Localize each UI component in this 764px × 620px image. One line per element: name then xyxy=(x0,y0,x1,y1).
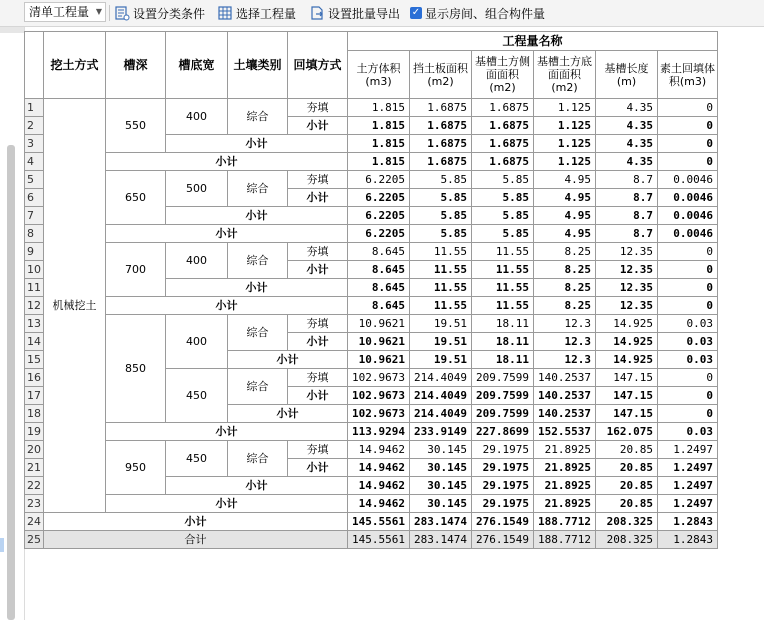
cell-value[interactable]: 0.0046 xyxy=(657,207,717,225)
cell-value[interactable]: 14.9462 xyxy=(348,459,410,477)
cell-value[interactable]: 8.645 xyxy=(348,297,410,315)
cell-value[interactable]: 8.25 xyxy=(533,279,595,297)
row-number: 15 xyxy=(25,351,44,369)
row-number: 18 xyxy=(25,405,44,423)
cell-backfill[interactable]: 夯填 xyxy=(288,171,348,189)
cell-value[interactable]: 0 xyxy=(657,261,717,279)
cell-value[interactable]: 140.2537 xyxy=(533,405,595,423)
cell-value[interactable]: 5.85 xyxy=(410,171,472,189)
row-number: 5 xyxy=(25,171,44,189)
cell-value[interactable]: 21.8925 xyxy=(533,459,595,477)
cell-soil[interactable]: 综合 xyxy=(228,369,288,405)
cell-value[interactable]: 12.35 xyxy=(595,261,657,279)
cell-value[interactable]: 1.125 xyxy=(533,135,595,153)
row-number: 8 xyxy=(25,225,44,243)
cell-value[interactable]: 14.9462 xyxy=(348,495,410,513)
cell-value[interactable]: 30.145 xyxy=(410,477,472,495)
cell-value[interactable]: 1.815 xyxy=(348,153,410,171)
cell-value[interactable]: 20.85 xyxy=(595,477,657,495)
cell-value[interactable]: 29.1975 xyxy=(471,477,533,495)
cell-value[interactable]: 8.7 xyxy=(595,171,657,189)
cell-soil[interactable]: 综合 xyxy=(228,171,288,207)
export-icon xyxy=(309,5,325,21)
row-number: 9 xyxy=(25,243,44,261)
cell-value[interactable]: 0 xyxy=(657,369,717,387)
cell-value[interactable]: 5.85 xyxy=(471,225,533,243)
cell-width[interactable]: 400 xyxy=(166,243,228,279)
cell-value[interactable]: 214.4049 xyxy=(410,387,472,405)
report-grid-container xyxy=(24,31,718,549)
header-excavation: 挖土方式 xyxy=(44,32,106,99)
header-soil-type: 土壤类别 xyxy=(228,32,288,99)
header-plain-backfill: 素土回填体积(m3) xyxy=(657,51,717,99)
cell-value[interactable]: 147.15 xyxy=(595,387,657,405)
cell-value[interactable]: 21.8925 xyxy=(533,477,595,495)
cell-value[interactable]: 1.125 xyxy=(533,153,595,171)
row-number: 1 xyxy=(25,99,44,117)
cell-value[interactable]: 1.6875 xyxy=(410,135,472,153)
left-panel-header xyxy=(0,27,24,33)
cell-value[interactable]: 6.2205 xyxy=(348,225,410,243)
cell-value[interactable]: 214.4049 xyxy=(410,405,472,423)
cell-value[interactable]: 5.85 xyxy=(471,207,533,225)
cell-value[interactable]: 8.25 xyxy=(533,297,595,315)
cell-value[interactable]: 1.6875 xyxy=(410,99,472,117)
cell-value[interactable]: 4.95 xyxy=(533,171,595,189)
cell-depth[interactable]: 850 xyxy=(106,315,166,423)
cell-subtotal-label[interactable]: 小计 xyxy=(288,387,348,405)
row-number: 16 xyxy=(25,369,44,387)
cell-backfill[interactable]: 夯填 xyxy=(288,99,348,117)
grid-select-icon xyxy=(217,5,233,21)
cell-value[interactable]: 1.2497 xyxy=(657,495,717,513)
cell-width[interactable]: 450 xyxy=(166,441,228,477)
cell-value[interactable]: 145.5561 xyxy=(348,513,410,531)
cell-value[interactable]: 14.925 xyxy=(595,333,657,351)
cell-value[interactable]: 0.03 xyxy=(657,423,717,441)
cell-value[interactable]: 5.85 xyxy=(410,207,472,225)
cell-value[interactable]: 6.2205 xyxy=(348,189,410,207)
cell-value[interactable]: 214.4049 xyxy=(410,369,472,387)
cell-subtotal-label[interactable]: 小计 xyxy=(106,297,348,315)
cell-value[interactable]: 18.11 xyxy=(471,351,533,369)
cell-backfill[interactable]: 夯填 xyxy=(288,243,348,261)
cell-value[interactable]: 18.11 xyxy=(471,333,533,351)
cell-value[interactable]: 29.1975 xyxy=(471,495,533,513)
cell-subtotal-label[interactable]: 小计 xyxy=(288,261,348,279)
cell-value[interactable]: 0 xyxy=(657,99,717,117)
cell-value[interactable]: 209.7599 xyxy=(471,405,533,423)
cell-value[interactable]: 8.645 xyxy=(348,261,410,279)
row-number: 3 xyxy=(25,135,44,153)
cell-soil[interactable]: 综合 xyxy=(228,243,288,279)
cell-value[interactable]: 233.9149 xyxy=(410,423,472,441)
cell-depth[interactable]: 550 xyxy=(106,99,166,153)
cell-value[interactable]: 209.7599 xyxy=(471,387,533,405)
cell-value[interactable]: 276.1549 xyxy=(471,513,533,531)
cell-value[interactable]: 1.2843 xyxy=(657,513,717,531)
row-number: 22 xyxy=(25,477,44,495)
cell-value[interactable]: 20.85 xyxy=(595,441,657,459)
cell-value[interactable]: 10.9621 xyxy=(348,351,410,369)
cell-subtotal-label[interactable]: 小计 xyxy=(106,153,348,171)
cell-value[interactable]: 0.0046 xyxy=(657,189,717,207)
toolbar xyxy=(0,0,764,27)
cell-value[interactable]: 1.6875 xyxy=(471,153,533,171)
cell-value[interactable]: 1.815 xyxy=(348,99,410,117)
cell-value[interactable]: 102.9673 xyxy=(348,405,410,423)
cell-value[interactable]: 227.8699 xyxy=(471,423,533,441)
cell-backfill[interactable]: 夯填 xyxy=(288,441,348,459)
cell-value[interactable]: 0 xyxy=(657,387,717,405)
cell-subtotal-label[interactable]: 小计 xyxy=(166,135,348,153)
cell-value[interactable]: 8.7 xyxy=(595,225,657,243)
batch-export-button[interactable] xyxy=(309,4,400,22)
cell-value[interactable]: 1.815 xyxy=(348,117,410,135)
row-number: 20 xyxy=(25,441,44,459)
header-shoring-area: 挡土板面积(m2) xyxy=(410,51,472,99)
row-number: 13 xyxy=(25,315,44,333)
cell-subtotal-label[interactable]: 小计 xyxy=(106,495,348,513)
cell-width[interactable]: 500 xyxy=(166,171,228,207)
row-number: 21 xyxy=(25,459,44,477)
cell-value[interactable]: 4.95 xyxy=(533,189,595,207)
cell-value[interactable]: 14.925 xyxy=(595,315,657,333)
cell-value[interactable]: 30.145 xyxy=(410,441,472,459)
cell-value[interactable]: 276.1549 xyxy=(471,531,533,549)
cell-subtotal-label[interactable]: 小计 xyxy=(228,351,348,369)
cell-value[interactable]: 14.9462 xyxy=(348,441,410,459)
cell-value[interactable]: 208.325 xyxy=(595,531,657,549)
quantity-report-table xyxy=(24,31,718,549)
quantity-type-dropdown[interactable] xyxy=(24,2,106,22)
row-number: 12 xyxy=(25,297,44,315)
cell-value[interactable]: 8.645 xyxy=(348,279,410,297)
cell-value[interactable]: 4.35 xyxy=(595,99,657,117)
set-category-label: 设置分类条件 xyxy=(133,6,206,21)
cell-value[interactable]: 5.85 xyxy=(410,225,472,243)
cell-value[interactable]: 29.1975 xyxy=(471,441,533,459)
cell-value[interactable]: 19.51 xyxy=(410,315,472,333)
cell-value[interactable]: 0.0046 xyxy=(657,171,717,189)
cell-value[interactable]: 283.1474 xyxy=(410,531,472,549)
cell-value[interactable]: 8.645 xyxy=(348,243,410,261)
cell-value[interactable]: 140.2537 xyxy=(533,387,595,405)
cell-value[interactable]: 162.075 xyxy=(595,423,657,441)
cell-value[interactable]: 6.2205 xyxy=(348,171,410,189)
header-backfill: 回填方式 xyxy=(288,32,348,99)
cell-value[interactable]: 147.15 xyxy=(595,405,657,423)
cell-value[interactable]: 147.15 xyxy=(595,369,657,387)
batch-export-label: 设置批量导出 xyxy=(328,6,401,21)
cell-value[interactable]: 145.5561 xyxy=(348,531,410,549)
header-earth-volume: 土方体积(m3) xyxy=(348,51,410,99)
cell-value[interactable]: 208.325 xyxy=(595,513,657,531)
cell-value[interactable]: 10.9621 xyxy=(348,315,410,333)
cell-value[interactable]: 1.6875 xyxy=(410,153,472,171)
cell-value[interactable]: 8.25 xyxy=(533,261,595,279)
cell-value[interactable]: 0.03 xyxy=(657,333,717,351)
cell-subtotal-label[interactable]: 小计 xyxy=(166,279,348,297)
chevron-down-icon: ▼ xyxy=(95,7,102,16)
cell-value[interactable]: 1.2497 xyxy=(657,441,717,459)
cell-value[interactable]: 1.125 xyxy=(533,99,595,117)
header-trench-side-area: 基槽土方侧面面积(m2) xyxy=(471,51,533,99)
cell-backfill[interactable]: 夯填 xyxy=(288,369,348,387)
cell-value[interactable]: 0 xyxy=(657,135,717,153)
checkbox-checked-icon: ✓ xyxy=(411,7,421,18)
cell-value[interactable]: 0 xyxy=(657,243,717,261)
cell-value[interactable]: 113.9294 xyxy=(348,423,410,441)
cell-value[interactable]: 18.11 xyxy=(471,315,533,333)
cell-value[interactable]: 4.95 xyxy=(533,225,595,243)
cell-subtotal-label[interactable]: 小计 xyxy=(166,477,348,495)
row-number: 6 xyxy=(25,189,44,207)
cell-subtotal-label[interactable]: 小计 xyxy=(228,405,348,423)
cell-value[interactable]: 11.55 xyxy=(410,261,472,279)
cell-value[interactable]: 1.815 xyxy=(348,135,410,153)
cell-value[interactable]: 12.3 xyxy=(533,333,595,351)
cell-soil[interactable]: 综合 xyxy=(228,99,288,135)
cell-subtotal-label[interactable]: 小计 xyxy=(288,117,348,135)
cell-value[interactable]: 1.6875 xyxy=(471,135,533,153)
row-number: 11 xyxy=(25,279,44,297)
cell-value[interactable]: 8.25 xyxy=(533,243,595,261)
cell-soil[interactable]: 综合 xyxy=(228,315,288,351)
cell-width[interactable]: 400 xyxy=(166,315,228,369)
cell-value[interactable]: 188.7712 xyxy=(533,513,595,531)
cell-depth[interactable]: 950 xyxy=(106,441,166,495)
cell-value[interactable]: 10.9621 xyxy=(348,333,410,351)
cell-value[interactable]: 14.9462 xyxy=(348,477,410,495)
set-category-button[interactable] xyxy=(114,4,205,22)
header-trench-bottom-area: 基槽土方底面面积(m2) xyxy=(533,51,595,99)
vertical-scrollbar[interactable] xyxy=(7,145,15,620)
cell-value[interactable]: 0 xyxy=(657,405,717,423)
cell-value[interactable]: 12.35 xyxy=(595,279,657,297)
header-trench-depth: 槽深 xyxy=(106,32,166,99)
cell-value[interactable]: 20.85 xyxy=(595,459,657,477)
cell-value[interactable]: 4.95 xyxy=(533,207,595,225)
cell-depth[interactable]: 650 xyxy=(106,171,166,225)
cell-soil[interactable]: 综合 xyxy=(228,441,288,477)
cell-value[interactable]: 11.55 xyxy=(471,243,533,261)
cell-value[interactable]: 21.8925 xyxy=(533,495,595,513)
cell-value[interactable]: 8.7 xyxy=(595,189,657,207)
cell-subtotal-label[interactable]: 小计 xyxy=(106,225,348,243)
cell-value[interactable]: 1.6875 xyxy=(471,99,533,117)
row-number: 14 xyxy=(25,333,44,351)
cell-value[interactable]: 209.7599 xyxy=(471,369,533,387)
cell-value[interactable]: 11.55 xyxy=(471,297,533,315)
cell-value[interactable]: 21.8925 xyxy=(533,441,595,459)
cell-subtotal-label[interactable]: 小计 xyxy=(288,189,348,207)
row-number: 25 xyxy=(25,531,44,549)
cell-value[interactable]: 1.125 xyxy=(533,117,595,135)
select-quantity-label: 选择工程量 xyxy=(236,6,297,21)
cell-width[interactable]: 450 xyxy=(166,369,228,423)
cell-value[interactable]: 1.6875 xyxy=(471,117,533,135)
cell-value[interactable]: 11.55 xyxy=(410,297,472,315)
header-quantity-group: 工程量名称 xyxy=(348,32,718,51)
cell-value[interactable]: 19.51 xyxy=(410,333,472,351)
cell-backfill[interactable]: 夯填 xyxy=(288,315,348,333)
cell-value[interactable]: 1.2497 xyxy=(657,459,717,477)
cell-total-label[interactable]: 合计 xyxy=(44,531,348,549)
cell-value[interactable]: 102.9673 xyxy=(348,369,410,387)
row-number: 19 xyxy=(25,423,44,441)
show-rooms-checkbox[interactable] xyxy=(410,4,545,22)
cell-value[interactable]: 19.51 xyxy=(410,351,472,369)
cell-value[interactable]: 4.35 xyxy=(595,153,657,171)
cell-value[interactable]: 0 xyxy=(657,297,717,315)
cell-depth[interactable]: 700 xyxy=(106,243,166,297)
cell-excavation-method[interactable]: 机械挖土 xyxy=(44,99,106,513)
cell-value[interactable]: 0 xyxy=(657,279,717,297)
selection-marker xyxy=(0,538,4,552)
cell-value[interactable]: 12.35 xyxy=(595,297,657,315)
cell-value[interactable]: 152.5537 xyxy=(533,423,595,441)
cell-value[interactable]: 11.55 xyxy=(410,279,472,297)
cell-value[interactable]: 1.6875 xyxy=(410,117,472,135)
cell-value[interactable]: 6.2205 xyxy=(348,207,410,225)
cell-value[interactable]: 30.145 xyxy=(410,459,472,477)
cell-value[interactable]: 0 xyxy=(657,117,717,135)
cell-value[interactable]: 11.55 xyxy=(471,279,533,297)
cell-value[interactable]: 0.03 xyxy=(657,315,717,333)
row-number: 10 xyxy=(25,261,44,279)
cell-value[interactable]: 0.0046 xyxy=(657,225,717,243)
cell-value[interactable]: 12.3 xyxy=(533,315,595,333)
cell-value[interactable]: 8.7 xyxy=(595,207,657,225)
cell-value[interactable]: 140.2537 xyxy=(533,369,595,387)
cell-value[interactable]: 29.1975 xyxy=(471,459,533,477)
cell-value[interactable]: 4.35 xyxy=(595,117,657,135)
cell-value[interactable]: 5.85 xyxy=(471,189,533,207)
cell-value[interactable]: 11.55 xyxy=(471,261,533,279)
left-panel xyxy=(0,27,25,620)
total-row xyxy=(25,531,718,549)
cell-value[interactable]: 5.85 xyxy=(410,189,472,207)
cell-value[interactable]: 0 xyxy=(657,153,717,171)
cell-width[interactable]: 400 xyxy=(166,99,228,135)
cell-value[interactable]: 102.9673 xyxy=(348,387,410,405)
cell-subtotal-label[interactable]: 小计 xyxy=(166,207,348,225)
row-number: 2 xyxy=(25,117,44,135)
header-trench-length: 基槽长度(m) xyxy=(595,51,657,99)
cell-value[interactable]: 1.2843 xyxy=(657,531,717,549)
cell-subtotal-label[interactable]: 小计 xyxy=(44,513,348,531)
cell-value[interactable]: 20.85 xyxy=(595,495,657,513)
cell-value[interactable]: 12.3 xyxy=(533,351,595,369)
cell-subtotal-label[interactable]: 小计 xyxy=(288,459,348,477)
cell-subtotal-label[interactable]: 小计 xyxy=(106,423,348,441)
row-number: 24 xyxy=(25,513,44,531)
cell-value[interactable]: 188.7712 xyxy=(533,531,595,549)
corner-cell xyxy=(25,32,44,99)
cell-value[interactable]: 283.1474 xyxy=(410,513,472,531)
toolbar-divider xyxy=(109,5,110,21)
row-number: 23 xyxy=(25,495,44,513)
cell-value[interactable]: 1.2497 xyxy=(657,477,717,495)
cell-value[interactable]: 11.55 xyxy=(410,243,472,261)
header-trench-width: 槽底宽 xyxy=(166,32,228,99)
cell-value[interactable]: 5.85 xyxy=(471,171,533,189)
row-number: 17 xyxy=(25,387,44,405)
cell-value[interactable]: 12.35 xyxy=(595,243,657,261)
category-icon xyxy=(114,5,130,21)
select-quantity-button[interactable] xyxy=(217,4,296,22)
show-rooms-label: 显示房间、组合构件量 xyxy=(425,6,546,21)
dropdown-value: 清单工程量 xyxy=(29,5,90,19)
cell-value[interactable]: 14.925 xyxy=(595,351,657,369)
cell-value[interactable]: 4.35 xyxy=(595,135,657,153)
cell-subtotal-label[interactable]: 小计 xyxy=(288,333,348,351)
row-number: 7 xyxy=(25,207,44,225)
cell-value[interactable]: 30.145 xyxy=(410,495,472,513)
row-number: 4 xyxy=(25,153,44,171)
cell-value[interactable]: 0.03 xyxy=(657,351,717,369)
